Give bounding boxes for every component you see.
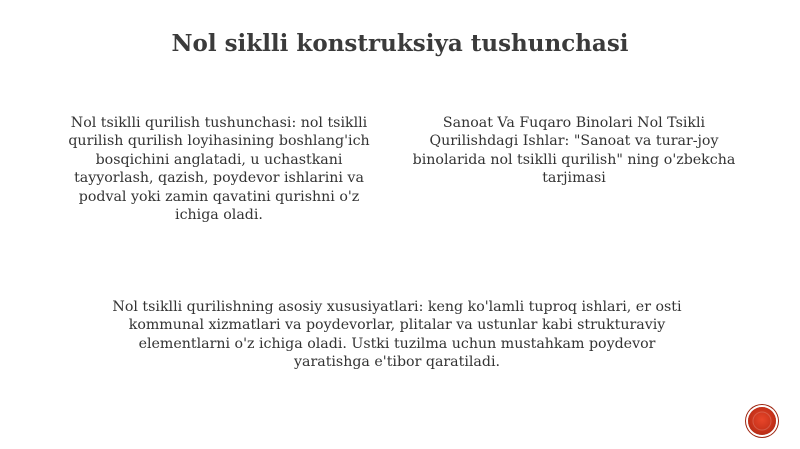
next-slide-button[interactable] bbox=[748, 407, 776, 435]
circle-button-icon bbox=[748, 407, 776, 435]
text-block-left: Nol tsiklli qurilish tushunchasi: nol tsiklli qurilish qurilish loyihasining boshlang'ich bosqichini anglatadi, u uchastkani tayyorlash, qazish, poydevor ishlarini va podval yoki zamin qavatini qurishni o'z ichiga oladi. bbox=[68, 115, 370, 224]
text-block-bottom: Nol tsiklli qurilishning asosiy xususiyatlari: keng ko'lamli tuproq ishlari, er osti kommunal xizmatlari va poydevorlar, plitalar va ustunlar kabi strukturaviy elementlarni o'z ichiga oladi. Ustki tuzilma uchun mustahkam poydevor yaratishga e'tibor qaratiladi. bbox=[112, 299, 682, 371]
slide-title: Nol siklli konstruksiya tushunchasi bbox=[171, 30, 629, 57]
text-block-right: Sanoat Va Fuqaro Binolari Nol Tsikli Qurilishdagi Ishlar: "Sanoat va turar-joy binolarida nol tsiklli qurilish" ning o'zbekcha tarjimasi bbox=[412, 115, 736, 187]
